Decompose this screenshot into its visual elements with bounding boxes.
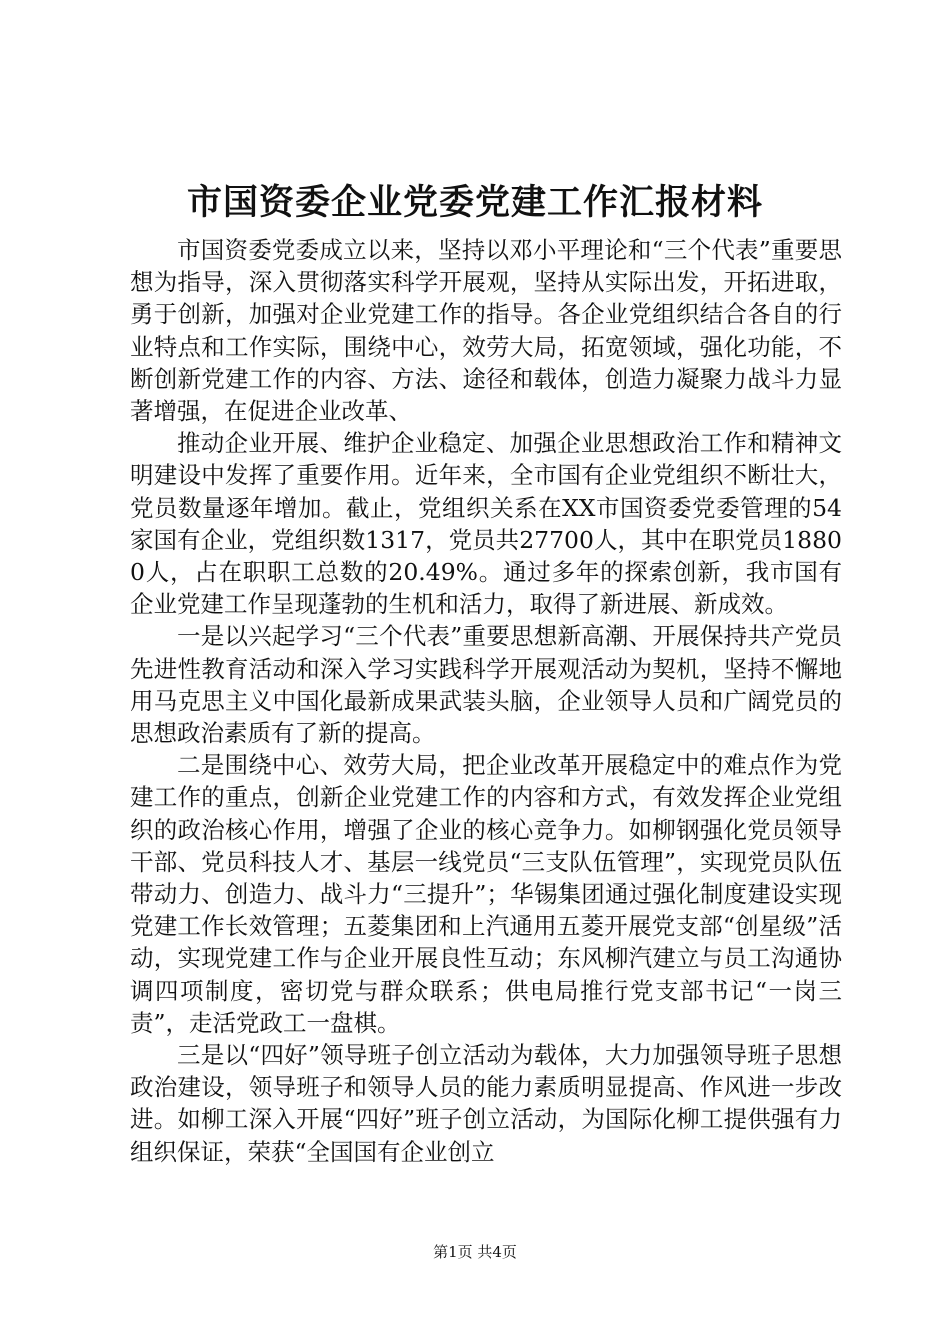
document-title: 市国资委企业党委党建工作汇报材料: [186, 182, 763, 223]
document-body: [130, 234, 842, 1168]
paragraph-point-one: 一是以兴起学习“三个代表”重要思想新高潮、开展保持共产党员先进性教育活动和深入学习实践科学开展观活动为契机，坚持不懈地用马克思主义中国化最新成果武装头脑，企业领导人员和广阔党员的思想政治素质有了新的提高。: [130, 622, 842, 748]
page-number-footer: 第1页 共4页: [433, 1243, 517, 1261]
paragraph-overview: 推动企业开展、维护企业稳定、加强企业思想政治工作和精神文明建设中发挥了重要作用。近年来，全市国有企业党组织不断壮大，党员数量逐年增加。截止，党组织关系在XX市国资委党委管理的54家国有企业，党组织数1317，党员共27700人，其中在职党员18800人，占在职职工总数的20.49%。通过多年的探索创新，我市国有企业党建工作呈现蓬勃的生机和活力，取得了新进展、新成效。: [130, 429, 842, 619]
paragraph-point-three: 三是以“四好”领导班子创立活动为载体，大力加强领导班子思想政治建设，领导班子和领导人员的能力素质明显提高、作风进一步改进。如柳工深入开展“四好”班子创立活动，为国际化柳工提供强有力组织保证，荣获“全国国有企业创立: [130, 1041, 842, 1166]
paragraph-point-two: 二是围绕中心、效劳大局，把企业改革开展稳定中的难点作为党建工作的重点，创新企业党建工作的内容和方式，有效发挥企业党组织的政治核心作用，增强了企业的核心竞争力。如柳钢强化党员领导干部、党员科技人才、基层一线党员“三支队伍管理”，实现党员队伍带动力、创造力、战斗力“三提升”；华锡集团通过强化制度建设实现党建工作长效管理；五菱集团和上汽通用五菱开展党支部“创星级”活动，实现党建工作与企业开展良性互动；东风柳汽建立与员工沟通协调四项制度，密切党与群众联系；供电局推行党支部书记“一岗三责”，走活党政工一盘棋。: [130, 751, 842, 1037]
paragraph-intro: 市国资委党委成立以来，坚持以邓小平理论和“三个代表”重要思想为指导，深入贯彻落实科学开展观，坚持从实际出发，开拓进取，勇于创新，加强对企业党建工作的指导。各企业党组织结合各自的行业特点和工作实际，围绕中心，效劳大局，拓宽领域，强化功能，不断创新党建工作的内容、方法、途径和载体，创造力凝聚力战斗力显著增强，在促进企业改革、: [130, 236, 842, 426]
